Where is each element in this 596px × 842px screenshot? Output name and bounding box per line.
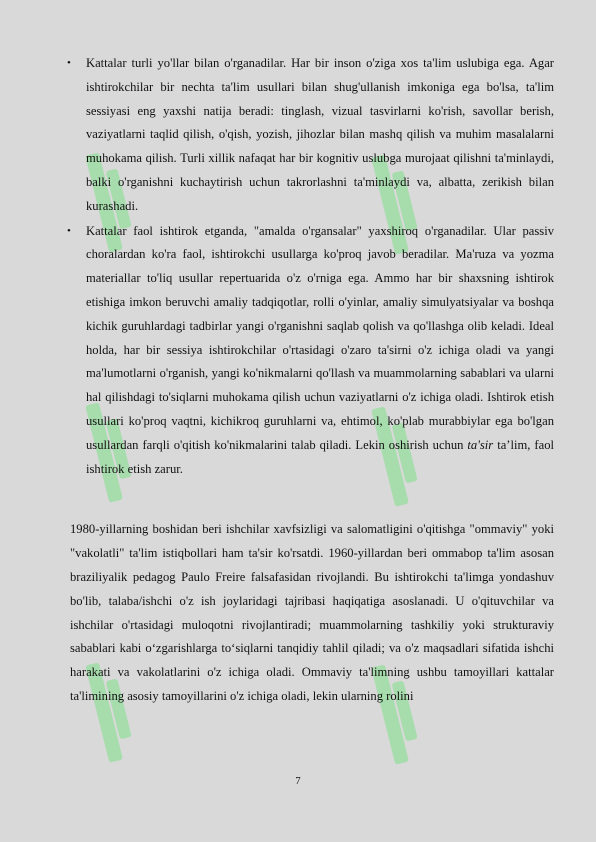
bullet-text: Kattalar turli yo'llar bilan o'rganadilar. Har bir inson o'ziga xos ta'lim uslubiga ega. Agar ishtirokchilar bir nechta ta'lim usullari bilan shug'ullanish imkoniga ega bo'lsa, ta'lim sessiyasi eng yaxshi natija beradi: tinglash, vizual tasvirlarni ko'rish, savollar berish, vaziyatlarni taqlid qilish, o'qish, yozish, jihozlar bilan mashq qilish va muhim masalalarni muhokama qilish. Turli xillik nafaqat har bir kognitiv uslubga murojaat qilishni ta'minlaydi, balki o'rganishni kuchaytirish uchun takrorlashni ta'minlaydi va, albatta, zerikish bilan kurashadi. [86, 56, 554, 213]
bullet-text-end: ta’lim, faol ishtirok etish zarur. [86, 437, 554, 476]
document-body [67, 52, 554, 709]
bullet-item [67, 220, 554, 482]
body-paragraph: 1980-yillarning boshidan beri ishchilar xavfsizligi va salomatligini o'qitishga "ommaviy" yoki "vakolatli" ta'lim istiqbollari ham ta'sir ko'rsatdi. 1960-yillardan beri ommabop ta'lim asosan braziliyalik pedagog Paulo Freire falsafasidan rivojlandi. Bu ishtirokchi ta'limga yondashuv bo'lib, talaba/ishchi o'z ish joylaridagi tajribasi haqiqatiga asoslanadi. U o'qituvchilar va ishchilar o'rtasidagi muloqotni rivojlantiradi; muammolarning tashkiliy yoki strukturaviy sabablari kabi o‘zgarishlarga to‘siqlarni tanqidiy tahlil qiladi; va o'z maqsadlari sifatida ishchi harakati va vakolatlarini o'z ichiga oladi. Ommaviy ta'limning ushbu tamoyillari kattalar ta'limining asosiy tamoyillarini o'z ichiga oladi, lekin ularning rolini [70, 522, 554, 703]
page-number: 7 [295, 776, 301, 787]
bullet-text-italic: ta'sir [467, 437, 494, 452]
bullet-icon: • [67, 224, 71, 237]
bullet-item [67, 52, 554, 219]
bullet-list [67, 52, 554, 481]
bullet-icon: • [67, 57, 71, 69]
bullet-text: Kattalar faol ishtirok etganda, "amalda o'rgansalar" yaxshiroq o'rganadilar. Ular passiv choralardan ko'ra faol, ishtirokchi usullarga ko'proq javob beradilar. Ma'ruza va yozma materiallar to'liq usullar repertuarida o'z o'rniga ega. Ammo har bir shaxsning ishtirok etishiga imkon beruvchi amaliy tadqiqotlar, rolli o'yinlar, amaliy simulyatsiyalar va boshqa kichik guruhlardagi tadbirlar yangi o'rganishni saqlab qolish va qo'llashga olib keladi. Ideal holda, har bir sessiya ishtirokchilar o'rtasidagi o'zaro ta'sirni o'z ichiga oladi va yangi ma'lumotlarni o'rganish, yangi ko'nikmalarni qo'llash va muammolarning sabablari va ularni hal qilishdagi to'siqlarni muhokama qilish uchun vaziyatlarni o'z ichiga oladi. Ishtirok etish usullari ko'proq vaqtni, kichikroq guruhlarni va, ehtimol, ko'plab murabbiylar ega bo'lgan usullardan farqli o'qitish ko'nikmalarini talab qiladi. Lekin oshirish uchun [86, 223, 554, 452]
